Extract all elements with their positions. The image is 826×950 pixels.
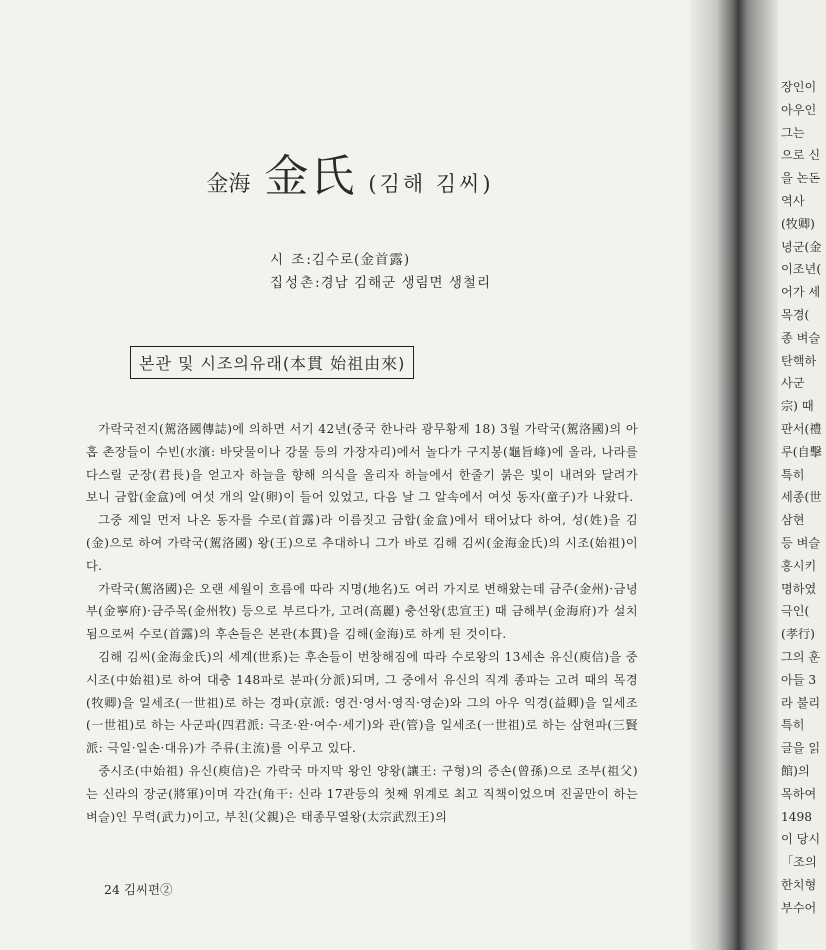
section-heading: 본관 및 시조의유래(本貫 始祖由來) [130,346,414,379]
right-page-line: 삼현 [781,513,805,528]
right-page-line: 라 불리 [781,695,821,710]
right-page-line: (牧卿) [781,216,815,231]
right-page-line: 특히 [781,718,805,733]
page-footer: 24 김씨편② [104,882,173,897]
right-page-line: 宗) 때 [781,399,814,414]
paragraph: 가락국전지(駕洛國傳誌)에 의하면 서기 42년(중국 한나라 광무황제 18) 3월 가락국(駕洛國)의 아홉 촌장들이 수빈(水濱: 바닷물이나 강물 등의 가장자리)에서 놀다가 구지봉(龜旨峰)에 올라, 나라를 다스릴 군장(君長)을 얻고자 하늘을 향해 의식을 올리자 하늘에서 한줄기 붉은 빛이 내려와 달려가 보니 금합(金盒)에 여섯 개의 알(卵)이 들어 있었고, 다음 날 그 알속에서 여섯 동자(童子)가 나왔다. [86,422,638,505]
right-page-line: 판서(禮 [781,421,822,436]
right-page-line: 아들 3 [781,672,817,687]
body-text [86,418,638,828]
right-page [778,0,826,950]
village-line [270,271,491,291]
right-page-line: 목하여 [781,786,817,801]
right-page-line: 특히 [781,467,805,482]
founder-line [270,248,410,268]
right-page-line: 사군 [781,376,805,391]
paragraph: 그중 제일 먼저 나온 동자를 수로(首露)라 이름짓고 금합(金盒)에서 태어났다 하여, 성(姓)을 김(金)으로 하여 가락국(駕洛國) 왕(王)으로 추대하니 그가 바로 김해 김씨(金海金氏)의 시조(始祖)이다. [86,513,638,573]
right-page-line: 목경( [781,307,810,322]
founder-label: 시 조 [270,252,307,268]
right-page-line: 역사 [781,193,805,208]
right-page-line: 이조년( [781,262,822,277]
right-page-line: 장인이 [781,80,817,94]
right-page-line: 1498 [781,809,813,824]
page-title [0,140,700,204]
right-page-line: 그의 훈 [781,649,821,664]
right-page-line: 「조의 [781,855,817,870]
right-page-line: 루(自擊 [781,444,822,459]
right-page-line: 녕군(金 [781,239,822,254]
right-page-line: 館)의 [781,763,810,778]
village-label: 집성촌 [270,275,316,291]
title-surname: 金氏 [264,151,357,202]
right-page-line: 아우인 [781,102,817,117]
right-page-line: 극인( [781,604,810,619]
book-gutter [690,0,778,950]
right-page-line: 이 당시 [781,832,821,847]
right-page-line: 그는 [781,125,805,140]
right-page-line: 탄핵하 [781,353,817,368]
right-page-line: 으로 신 [781,148,821,163]
village-value: :경남 김해군 생림면 생철리 [315,275,491,291]
right-page-line: 명하였 [781,581,817,596]
right-page-text [781,76,822,919]
right-page-line: 홍시키 [781,558,817,573]
paragraph: 김해 김씨(金海金氏)의 세계(世系)는 후손들이 번창해짐에 따라 수로왕의 13세손 유신(庾信)을 중시조(中始祖)로 하여 대충 148파로 분파(分派)되며, 그 중에서 유신의 직계 종파는 고려 때의 목경(牧卿)을 일세조(一世祖)로 하는 경파(京派: 영건·영서·영직·영순)와 그의 아우 익경(益卿)을 일세조(一世祖)로 하는 사군파(四君派: 극조·완·여수·세기)와 관(管)을 일세조(一世祖)로 하는 삼현파(三賢派: 극일·일손·대유)가 주류(主流)를 이루고 있다. [86,649,638,756]
right-page-line: 종 벼슬 [781,330,821,345]
right-page-line: (孝行) [781,627,815,642]
right-page-line: 세종(世 [781,490,822,505]
right-page-line: 글을 읽 [781,741,821,756]
paragraph: 중시조(中始祖) 유신(庾信)은 가락국 마지막 왕인 양왕(讓王: 구형)의 증손(曾孫)으로 조부(祖父)는 신라의 장군(將軍)이며 각간(角干: 신라 17관등의 첫째 위계로 최고 직책이었으며 진골만이 하는 벼슬)인 무력(武力)이고, 부친(父親)은 태종무열왕(太宗武烈王)의 [86,763,638,824]
right-page-line: 등 벼슬 [781,535,821,550]
right-page-line: 한치형 [781,877,817,892]
paragraph: 가락국(駕洛國)은 오랜 세월이 흐름에 따라 지명(地名)도 여러 가지로 변해왔는데 금주(金州)·금녕부(金寧府)·금주목(金州牧) 등으로 부르다가, 고려(高麗) 충선왕(忠宣王) 때 금해부(金海府)가 설치됨으로써 수로(首露)의 후손들은 본관(本貫)을 김해(金海)로 하게 된 것이다. [86,581,638,642]
title-korean: (김해 김씨) [368,172,494,196]
right-page-line: 을 논돈 [781,171,821,186]
right-page-line: 어가 세 [781,285,821,300]
founder-value: :김수로(金首露) [306,252,411,268]
title-origin: 金海 [206,172,251,197]
right-page-line: 부수어 [781,900,817,915]
